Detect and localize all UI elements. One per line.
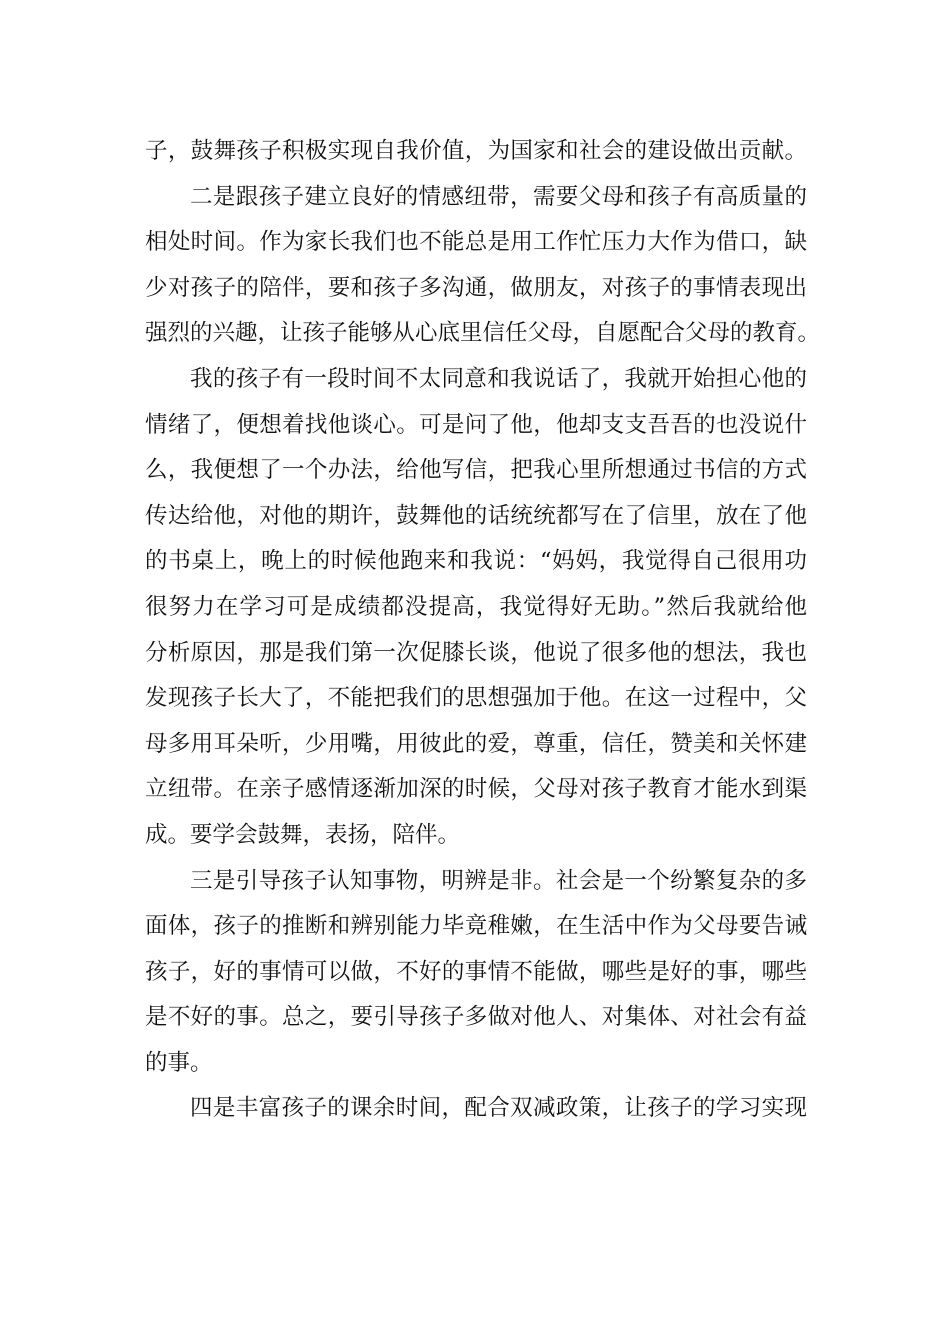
text-line: 的书桌上，晚上的时候他跑来和我说：“妈妈，我觉得自己很用功 (145, 548, 807, 575)
text-line: 少对孩子的陪伴，要和孩子多沟通，做朋友，对孩子的事情表现出 (145, 274, 807, 301)
paragraph-end-line: 成。要学会鼓舞，表扬，陪伴。 (145, 821, 461, 848)
text-line: 情绪了，便想着找他谈心。可是问了他，他却支支吾吾的也没说什 (145, 411, 807, 438)
text-line: 是不好的事。总之，要引导孩子多做对他人、对集体、对社会有益 (145, 1004, 807, 1031)
paragraph-start-line: 三是引导孩子认知事物，明辨是非。社会是一个纷繁复杂的多 (190, 867, 807, 894)
text-line: 很努力在学习可是成绩都没提高，我觉得好无助。”然后我就给他 (145, 593, 807, 620)
text-line: 传达给他，对他的期许，鼓舞他的话统统都写在了信里，放在了他 (145, 502, 807, 529)
text-line: 面体，孩子的推断和辨别能力毕竟稚嫩，在生活中作为父母要告诫 (145, 913, 807, 940)
text-line: 分析原因，那是我们第一次促膝长谈，他说了很多他的想法，我也 (145, 639, 807, 666)
paragraph-start-line: 二是跟孩子建立良好的情感纽带，需要父母和孩子有高质量的 (190, 183, 807, 210)
paragraph-start-line: 我的孩子有一段时间不太同意和我说话了，我就开始担心他的 (190, 365, 807, 392)
paragraph-end-line: 的事。 (145, 1049, 213, 1076)
text-line: 相处时间。作为家长我们也不能总是用工作忙压力大作为借口，缺 (145, 229, 807, 256)
text-line: 么，我便想了一个办法，给他写信，把我心里所想通过书信的方式 (145, 457, 807, 484)
paragraph-start-line: 四是丰富孩子的课余时间，配合双减政策，让孩子的学习实现 (190, 1095, 807, 1122)
text-line: 强烈的兴趣，让孩子能够从心底里信任父母，自愿配合父母的教育。 (145, 320, 821, 347)
text-line: 孩子，好的事情可以做，不好的事情不能做，哪些是好的事，哪些 (145, 958, 807, 985)
text-line: 母多用耳朵听，少用嘴，用彼此的爱，尊重，信任，赞美和关怀建 (145, 730, 807, 757)
text-line: 立纽带。在亲子感情逐渐加深的时候，父母对孩子教育才能水到渠 (145, 776, 807, 803)
body-text (145, 129, 821, 1132)
text-line: 子，鼓舞孩子积极实现自我价值，为国家和社会的建设做出贡献。 (145, 138, 807, 164)
text-line: 发现孩子长大了，不能把我们的思想强加于他。在这一过程中，父 (145, 685, 807, 712)
